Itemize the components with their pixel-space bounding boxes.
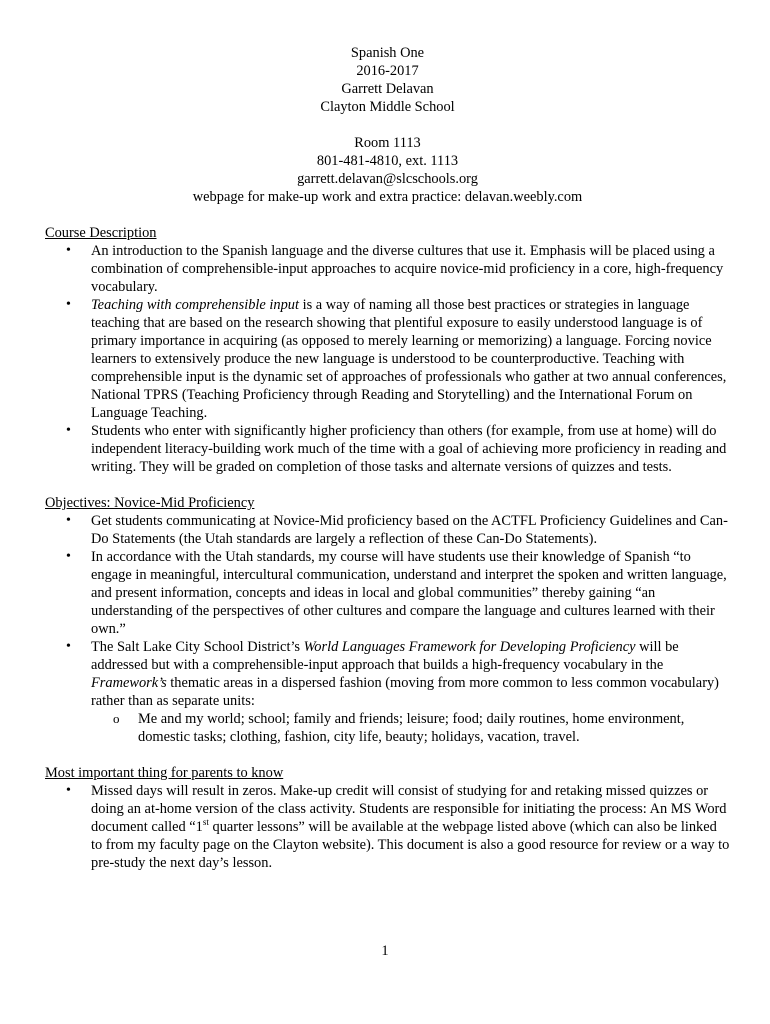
list-item: • Teaching with comprehensible input is a way of naming all those best practices or strategies in language teaching that are based on the research showing that plentiful exposure to easily understood language is of primary importance in acquiring (as opposed to merely learning or memorizing) a language. Forcing novice learners to extensively produce the new language is understood to be counterproductive. Teaching with comprehensible input is the dynamic set of approaches of professionals who gather at two annual conferences, National TPRS (Teaching Proficiency through Reading and Storytelling) and the International Forum on Language Teaching. <box>91 296 730 422</box>
teacher-name: Garrett Delavan <box>341 81 434 97</box>
parents-section <box>45 764 730 872</box>
section-title-parents: Most important thing for parents to know <box>45 765 284 781</box>
section-title-course-description: Course Description <box>45 225 157 241</box>
webpage-line: webpage for make-up work and extra practice: delavan.weebly.com <box>192 189 583 205</box>
italic-title: Framework’s <box>91 675 167 691</box>
list-item: • An introduction to the Spanish language and the diverse cultures that use it. Emphasis will be placed using a combination of comprehensible-input approaches to acquire novice-mid proficiency in a core, high-frequency vocabulary. <box>91 242 730 296</box>
list-item: • Students who enter with significantly higher proficiency than others (for example, from use at home) will do independent literacy-building work much of the time with a goal of achieving more proficiency in reading and writing. They will be graded on completion of those tasks and alternate versions of quizzes and tests. <box>91 422 730 476</box>
list-item: • Missed days will result in zeros. Make-up credit will consist of studying for and retaking missed quizzes or doing an at-home version of the class activity. Students are responsible for initiating the process: An MS Word document called “1st quarter lessons” will be available at the webpage listed above (which can also be linked to from my faculty page on the Clayton website). This document is also a good resource for review or a way to pre-study the next day’s lesson. <box>91 782 730 872</box>
italic-term: Teaching with comprehensible input <box>91 297 299 313</box>
italic-title: World Languages Framework for Developing Proficiency <box>303 639 636 655</box>
room-number: Room 1113 <box>354 135 421 151</box>
course-name: Spanish One <box>350 45 425 61</box>
objectives-section <box>45 494 730 746</box>
school-year: 2016-2017 <box>356 63 419 79</box>
email-address: garrett.delavan@slcschools.org <box>297 171 478 187</box>
list-item: • The Salt Lake City School District’s World Languages Framework for Developing Proficiency will be addressed but with a comprehensible-input approach that builds a high-frequency vocabulary in the Framework’s thematic areas in a dispersed fashion (moving from more common to less common vocabulary) rather than as separate units: o Me and my world; school; family and friends; leisure; food; daily routines, home environment, domestic tasks; clothing, fashion, city life, beauty; holidays, vacation, travel. <box>91 638 730 746</box>
school-name: Clayton Middle School <box>320 99 455 115</box>
list-item: • Get students communicating at Novice-Mid proficiency based on the ACTFL Proficiency Guidelines and Can-Do Statements (the Utah standards are largely a reflection of these Can-Do Statements). <box>91 512 730 548</box>
course-description-section <box>45 224 730 476</box>
sub-list-item: o Me and my world; school; family and friends; leisure; food; daily routines, home environment, domestic tasks; clothing, fashion, city life, beauty; holidays, vacation, travel. <box>138 710 730 746</box>
page-number: 1 <box>381 943 389 959</box>
document-header <box>45 44 730 206</box>
section-title-objectives: Objectives: Novice-Mid Proficiency <box>45 495 255 511</box>
list-item: • In accordance with the Utah standards, my course will have students use their knowledge of Spanish “to engage in meaningful, intercultural communication, understand and interpret the spoken and written language, and present information, concepts and ideas in local and global communities” thereby gaining “an understanding of the perspectives of other cultures and compare the language and cultures learned with their own.” <box>91 548 730 638</box>
phone-number: 801-481-4810, ext. 1113 <box>316 153 459 169</box>
